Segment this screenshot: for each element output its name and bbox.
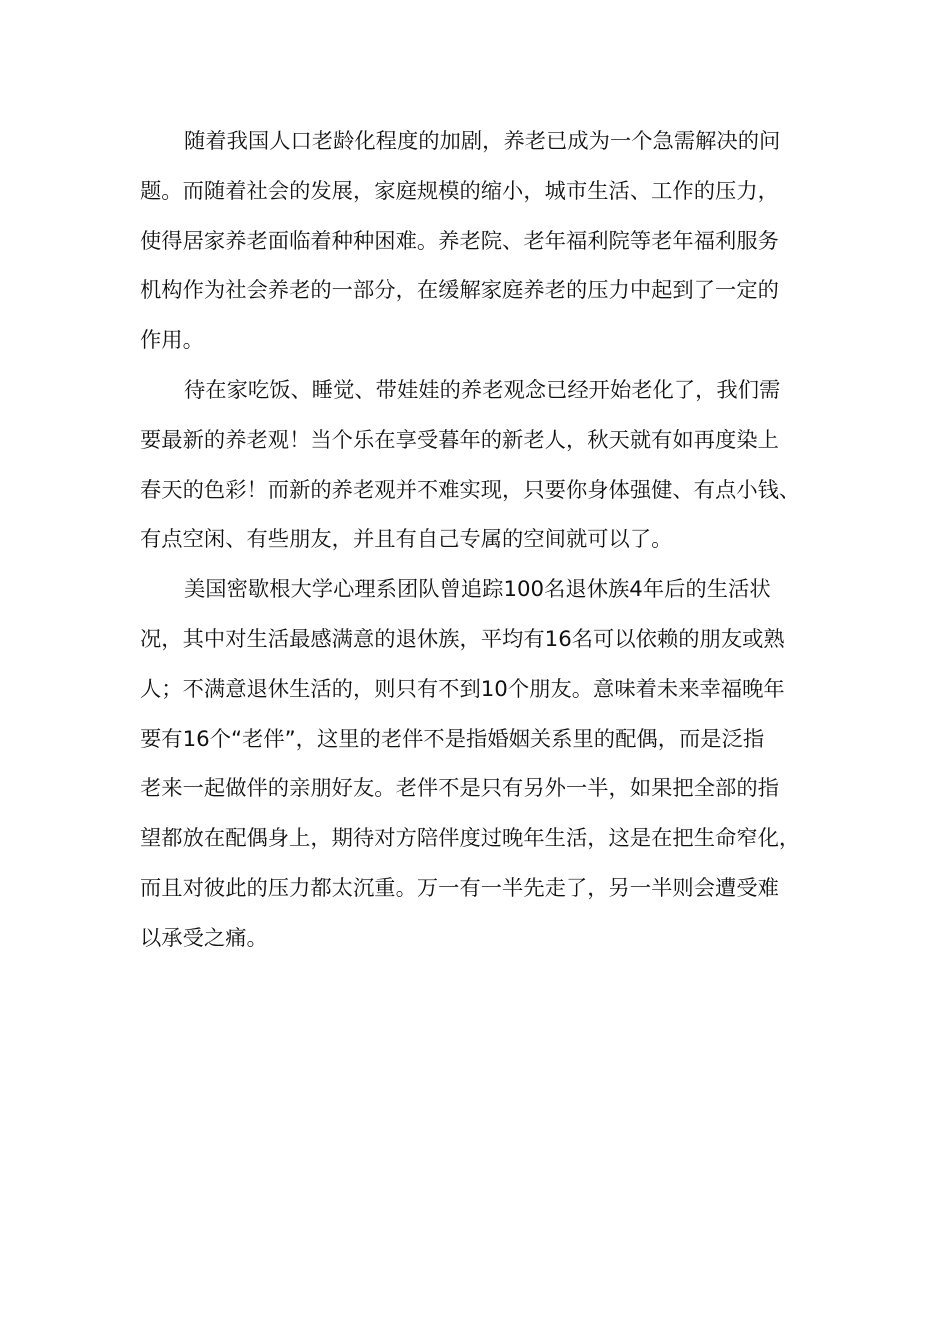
paragraph-line: 待在家吃饭、睡觉、带娃娃的养老观念已经开始老化了，我们需 (184, 377, 781, 403)
paragraph-line: 有点空闲、有些朋友，并且有自己专属的空间就可以了。 (140, 527, 673, 553)
paragraph-line: 要最新的养老观！当个乐在享受暮年的新老人，秋天就有如再度染上 (140, 427, 779, 453)
paragraph-line: 使得居家养老面临着种种困难。养老院、老年福利院等老年福利服务 (140, 228, 779, 254)
paragraph-line: 机构作为社会养老的一部分，在缓解家庭养老的压力中起到了一定的 (140, 278, 779, 304)
document-body (140, 117, 810, 964)
paragraph-1 (140, 117, 810, 366)
paragraph-line: 以承受之痛。 (140, 925, 268, 951)
paragraph-line: 作用。 (140, 328, 204, 354)
paragraph-line: 况，其中对生活最感满意的退休族，平均有16名可以依赖的朋友或熟 (140, 626, 785, 652)
paragraph-2 (140, 366, 810, 565)
paragraph-line: 题。而随着社会的发展，家庭规模的缩小，城市生活、工作的压力， (140, 178, 779, 204)
paragraph-line: 要有16个“老伴”，这里的老伴不是指婚姻关系里的配偶，而是泛指 (140, 726, 765, 752)
paragraph-line: 春天的色彩！而新的养老观并不难实现，只要你身体强健、有点小钱、 (140, 477, 801, 503)
paragraph-line: 人；不满意退休生活的，则只有不到10个朋友。意味着未来幸福晚年 (140, 676, 785, 702)
paragraph-line: 望都放在配偶身上，期待对方陪伴度过晚年生活，这是在把生命窄化， (140, 826, 801, 852)
paragraph-line: 随着我国人口老龄化程度的加剧，养老已成为一个急需解决的问 (184, 129, 781, 154)
paragraph-3 (140, 565, 810, 963)
paragraph-line: 老来一起做伴的亲朋好友。老伴不是只有另外一半，如果把全部的指 (140, 776, 779, 802)
paragraph-line: 美国密歇根大学心理系团队曾追踪100名退休族4年后的生活状 (184, 577, 771, 603)
paragraph-line: 而且对彼此的压力都太沉重。万一有一半先走了，另一半则会遭受难 (140, 875, 779, 901)
